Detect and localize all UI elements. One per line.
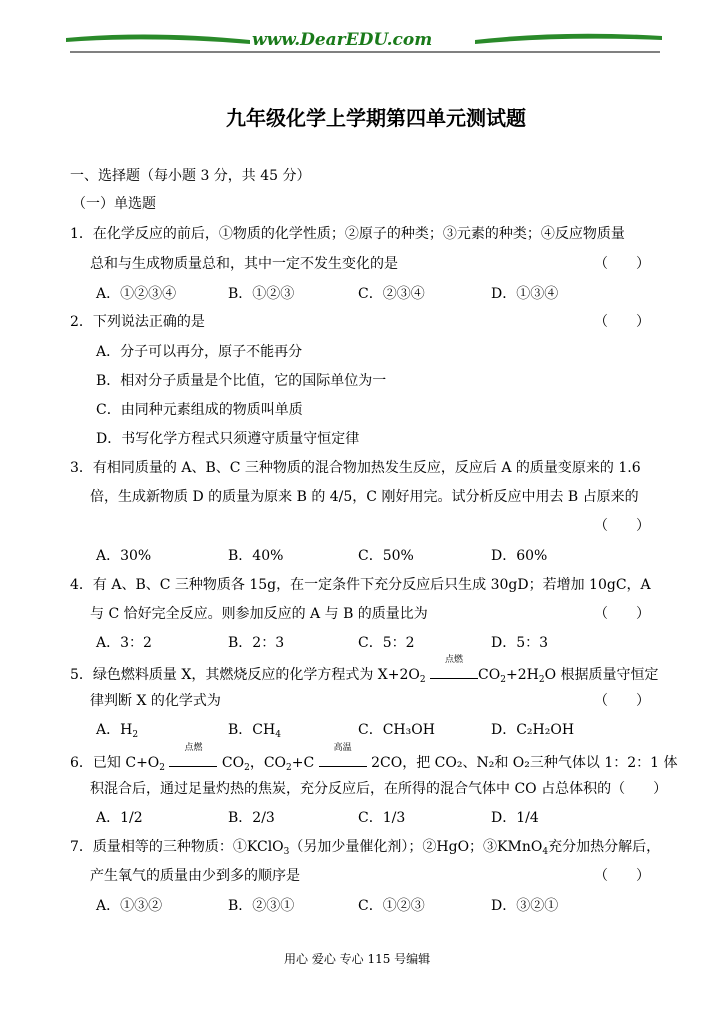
q3-option-a[interactable]: A．30% <box>96 548 152 564</box>
q5-line1-pre: 5．绿色燃料质量 X，其燃烧反应的化学方程式为 X+2O <box>70 667 420 683</box>
q7-option-a[interactable]: A．①③② <box>96 898 163 914</box>
q1-option-b[interactable]: B．①②③ <box>228 286 295 302</box>
q3-option-d[interactable]: D．60% <box>491 548 548 564</box>
q4-line1: 4．有 A、B、C 三种物质各 15g，在一定条件下充分反应后只生成 30gD；若增加 10gC，A <box>70 577 651 593</box>
q7-answer-blank: （ ） <box>594 868 650 884</box>
left-swoosh <box>66 34 250 44</box>
q7-option-b[interactable]: B．②③① <box>228 898 295 914</box>
q6-option-c[interactable]: C．1/3 <box>358 810 406 826</box>
q2-option-c[interactable]: C．由同种元素组成的物质叫单质 <box>96 402 303 418</box>
q1-line2: 总和与生成物质量总和，其中一定不发生变化的是 <box>90 256 398 272</box>
q1-line1: 1．在化学反应的前后，①物质的化学性质；②原子的种类；③元素的种类；④反应物质量 <box>70 226 625 242</box>
q1-option-c[interactable]: C．②③④ <box>358 286 425 302</box>
q3-line1: 3．有相同质量的 A、B、C 三种物质的混合物加热发生反应，反应后 A 的质量变原来的 1.6 <box>70 460 641 476</box>
q1-answer-blank: （ ） <box>594 256 650 272</box>
section-heading: 一、选择题（每小题 3 分，共 45 分） <box>70 168 311 184</box>
q4-option-a[interactable]: A．3：2 <box>96 635 152 651</box>
q2-answer-blank: （ ） <box>594 314 650 330</box>
q6-line1: 6．已知 $C+O_2$ 点燃 $CO_2$，$CO_2+C$ 高温 2CO，把 CO₂、N₂和 O₂三种气体以 1：2：1 体 <box>70 743 678 773</box>
q5-condition-label: 点燃 <box>445 655 464 665</box>
q5-line1-post: 根据质量守恒定 <box>560 667 659 683</box>
q5-line1: 5．绿色燃料质量 X，其燃烧反应的化学方程式为 $X+2O_2$ 点燃 $CO_2+2H_2O$ 根据质量守恒定 <box>70 655 659 685</box>
q6-option-b[interactable]: B．2/3 <box>228 810 275 826</box>
q4-option-d[interactable]: D．5：3 <box>491 635 549 651</box>
page-title: 九年级化学上学期第四单元测试题 <box>226 106 526 130</box>
q1-option-a[interactable]: A．①②③④ <box>96 286 177 302</box>
q1-option-d[interactable]: D．①③④ <box>491 286 559 302</box>
q7-option-c[interactable]: C．①②③ <box>358 898 425 914</box>
q4-line2: 与 C 恰好完全反应。则参加反应的 A 与 B 的质量比为 <box>90 606 428 622</box>
q5-option-a[interactable]: A．$H_2$ <box>96 722 139 740</box>
q7-line1: 7．质量相等的三种物质：①KClO$_3$（另加少量催化剂）；②HgO；③KMnO$_4$充分加热分解后， <box>70 839 661 857</box>
q6-line2: 积混合后，通过足量灼热的焦炭，充分反应后，在所得的混合气体中 CO 占总体积的（ ） <box>90 781 668 797</box>
site-logo-text[interactable]: www.DearEDU.com <box>252 30 433 50</box>
q2-option-b[interactable]: B．相对分子质量是个比值，它的国际单位为一 <box>96 373 387 389</box>
subsection-heading: （一）单选题 <box>72 196 156 212</box>
q3-option-b[interactable]: B．40% <box>228 548 284 564</box>
q6-option-a[interactable]: A．1/2 <box>96 810 143 826</box>
q6-option-d[interactable]: D．1/4 <box>491 810 539 826</box>
q4-answer-blank: （ ） <box>594 606 650 622</box>
q5-line2: 律判断 X 的化学式为 <box>90 693 221 709</box>
q4-option-c[interactable]: C．5：2 <box>358 635 415 651</box>
q7-option-d[interactable]: D．③②① <box>491 898 559 914</box>
q5-option-b[interactable]: B．$CH_4$ <box>228 722 281 740</box>
q2-option-d[interactable]: D．书写化学方程式只须遵守质量守恒定律 <box>96 431 360 447</box>
page-footer: 用心 爱心 专心 115 号编辑 <box>284 952 431 966</box>
q7-line2: 产生氧气的质量由少到多的顺序是 <box>90 868 300 884</box>
q5-option-d[interactable]: D．C₂H₂OH <box>491 722 575 738</box>
q2-option-a[interactable]: A．分子可以再分，原子不能再分 <box>96 344 303 360</box>
q5-condition-arrow <box>430 655 478 679</box>
q4-option-b[interactable]: B．2：3 <box>228 635 285 651</box>
q5-answer-blank: （ ） <box>594 693 650 709</box>
q3-option-c[interactable]: C．50% <box>358 548 414 564</box>
q6-condition-arrow-1: 点燃 <box>169 752 217 767</box>
q3-line2: 倍，生成新物质 D 的质量为原来 B 的 4/5，C 刚好用完。试分析反应中用去 B 占原来的 <box>90 489 639 505</box>
q2-line1: 2．下列说法正确的是 <box>70 314 205 330</box>
q3-answer-blank: （ ） <box>594 518 650 534</box>
q5-option-c[interactable]: C．CH₃OH <box>358 722 435 738</box>
q6-condition-arrow-2: 高温 <box>319 752 367 767</box>
right-swoosh <box>475 34 662 44</box>
